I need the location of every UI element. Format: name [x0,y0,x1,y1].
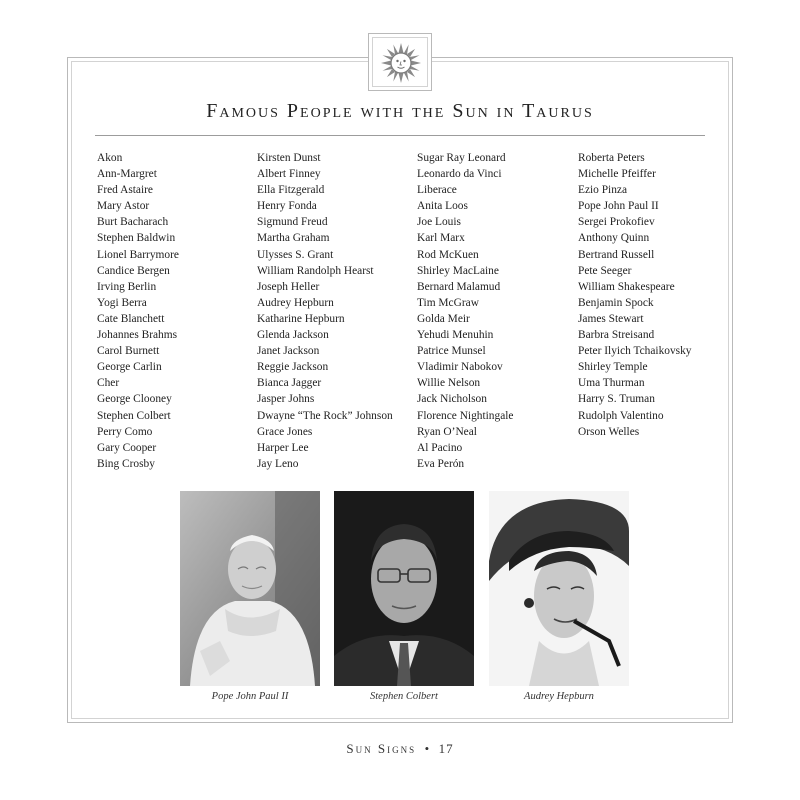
person-name: Karl Marx [417,232,465,245]
person-name: Sigmund Freud [257,216,328,229]
person-name: Uma Thurman [578,377,645,390]
photo-audrey-hepburn [489,491,629,686]
person-name: Harry S. Truman [578,393,655,406]
names-column-2 [257,150,393,472]
person-name: Cher [97,377,120,390]
person-name: Grace Jones [257,425,313,438]
person-name: Al Pacino [417,441,463,454]
person-name: Eva Perón [417,457,465,470]
person-name: Bertrand Russell [578,248,655,261]
person-name: Henry Fonda [257,200,317,213]
person-name: William Randolph Hearst [257,264,374,277]
person-name: Anita Loos [417,200,468,213]
person-name: James Stewart [578,312,644,325]
person-name: Orson Welles [578,425,640,438]
person-name: Peter Ilyich Tchaikovsky [578,345,692,358]
person-name: George Clooney [97,393,172,406]
person-name: Reggie Jackson [257,361,329,374]
person-name: Ryan O’Neal [417,425,477,438]
person-name: Janet Jackson [257,345,320,358]
caption-stephen-colbert: Stephen Colbert [370,691,438,702]
caption-pope-john-paul-ii: Pope John Paul II [211,691,289,702]
person-name: Stephen Colbert [97,409,171,422]
person-name: Rod McKuen [417,248,479,261]
person-name: Bernard Malamud [417,280,501,293]
person-name: Kirsten Dunst [257,152,321,164]
person-name: Leonardo da Vinci [417,168,502,181]
person-name: Ella Fitzgerald [257,184,325,197]
person-name: Akon [97,152,123,164]
title-divider [95,135,705,136]
person-name: Johannes Brahms [97,329,178,342]
footer-section: Sun Signs [346,741,417,756]
person-name: Yehudi Menuhin [417,329,494,342]
names-column-1 [97,150,179,472]
person-name: Jack Nicholson [417,393,487,406]
person-name: Liberace [417,184,457,197]
person-name: Perry Como [97,425,153,438]
person-name: Bing Crosby [97,457,155,470]
person-name: Pope John Paul II [578,200,659,213]
sun-emblem [368,33,432,91]
person-name: Dwayne “The Rock” Johnson [257,409,393,422]
person-name: Stephen Baldwin [97,232,176,245]
person-name: Ann-Margret [97,168,157,181]
person-name: Albert Finney [257,168,321,181]
person-name: Barbra Streisand [578,329,655,342]
person-name: Audrey Hepburn [257,296,334,309]
person-name: Jay Leno [257,457,299,470]
person-name: Roberta Peters [578,152,645,164]
person-name: Shirley Temple [578,361,648,374]
person-name: Bianca Jagger [257,377,322,390]
person-name: Sugar Ray Leonard [417,152,506,164]
person-name: Florence Nightingale [417,409,514,422]
photo-pope-john-paul-ii [180,491,320,686]
page-number: 17 [438,741,454,756]
person-name: Carol Burnett [97,345,160,358]
person-name: Golda Meir [417,312,470,325]
person-name: Anthony Quinn [578,232,650,245]
person-name: George Carlin [97,361,162,374]
person-name: Joe Louis [417,216,461,229]
person-name: Gary Cooper [97,441,157,454]
person-name: Irving Berlin [97,280,157,293]
person-name: Candice Bergen [97,264,170,277]
person-name: Patrice Munsel [417,345,486,358]
page-footer [250,741,550,757]
person-name: Glenda Jackson [257,329,329,342]
person-name: Lionel Barrymore [97,248,179,261]
person-name: Katharine Hepburn [257,312,345,325]
person-name: Shirley MacLaine [417,264,499,277]
person-name: Pete Seeger [578,264,632,277]
person-name: Cate Blanchett [97,312,165,325]
caption-audrey-hepburn: Audrey Hepburn [524,691,594,702]
person-name: Fred Astaire [97,184,153,197]
person-name: William Shakespeare [578,280,675,293]
names-column-3 [417,150,513,472]
footer-separator: • [424,741,431,756]
person-name: Tim McGraw [417,296,479,309]
page-title: Famous People with the Sun in Taurus [206,100,594,122]
person-name: Mary Astor [97,200,150,213]
person-name: Joseph Heller [257,280,320,293]
person-name: Sergei Prokofiev [578,216,655,229]
person-name: Martha Graham [257,232,330,245]
person-name: Jasper Johns [257,393,315,406]
person-name: Vladimir Nabokov [417,361,503,374]
person-name: Ezio Pinza [578,184,628,197]
photo-stephen-colbert [334,491,474,686]
person-name: Willie Nelson [417,377,481,390]
person-name: Michelle Pfeiffer [578,168,656,181]
person-name: Rudolph Valentino [578,409,664,422]
person-name: Benjamin Spock [578,296,654,309]
sun-face-icon [381,43,421,83]
names-column-4 [578,150,692,440]
person-name: Harper Lee [257,441,309,454]
person-name: Burt Bacharach [97,216,169,229]
person-name: Ulysses S. Grant [257,248,334,261]
person-name: Yogi Berra [97,296,147,309]
